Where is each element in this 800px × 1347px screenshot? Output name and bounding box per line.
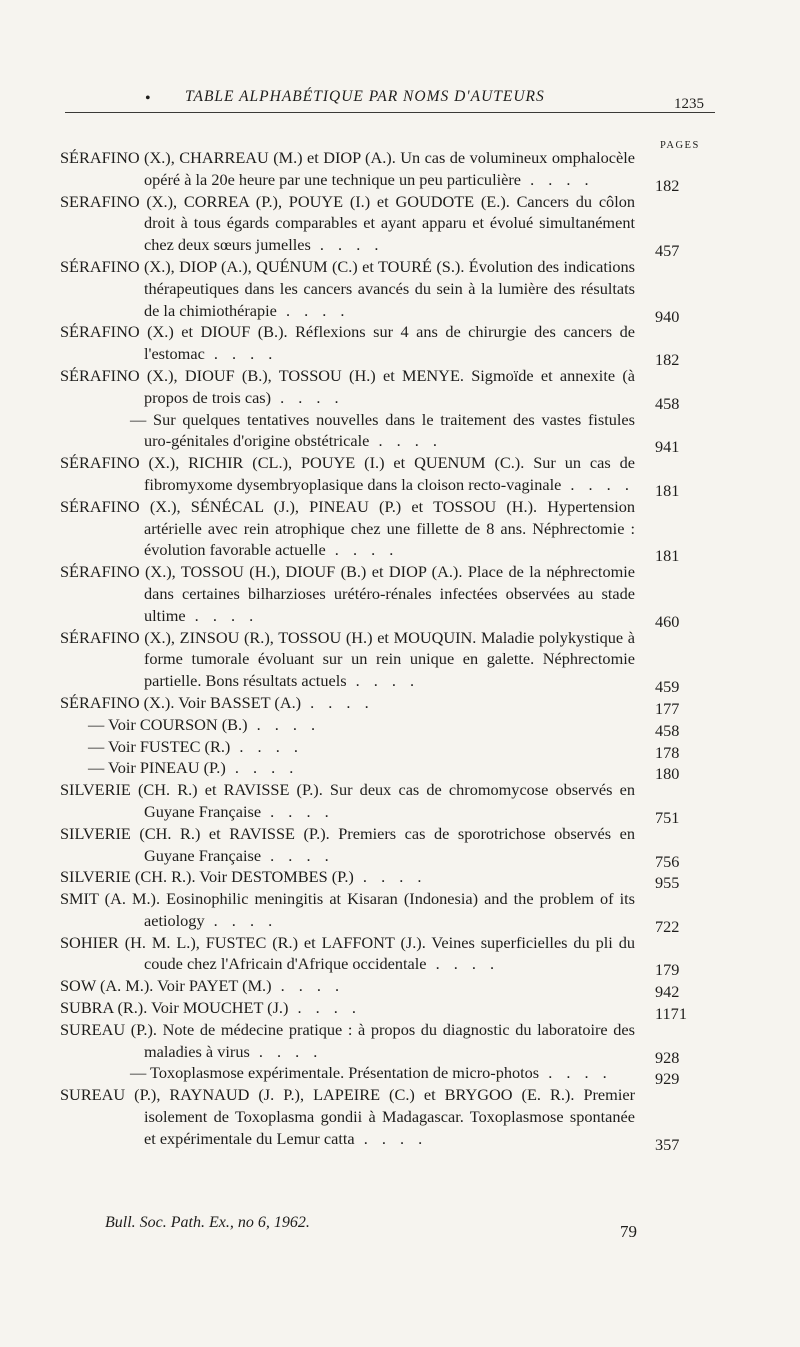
entry-page: 182	[655, 350, 680, 370]
entry-text: SERAFINO (X.), CORREA (P.), POUYE (I.) et GOUDOTE (E.). Cancers du côlon droit à tous égards comparables et ayant apparu et évolué simultanément chez deux sœurs jumelles	[60, 191, 635, 255]
leader-dots: . . . .	[276, 300, 350, 320]
entry-text: — Voir PINEAU (P.)	[88, 758, 226, 778]
entry-text: SÉRAFINO (X.), TOSSOU (H.), DIOUF (B.) et DIOP (A.). Place de la néphrectomie dans certaines bilharzioses urétéro-rénales infectées observées au stade ultime	[60, 562, 635, 625]
entry-text: SÉRAFINO (X.), DIOP (A.), QUÉNUM (C.) et TOURÉ (S.). Évolution des indications thérapeutiques dans les cancers avancés du sein à la lumière des résultats de la chimiothérapie	[60, 256, 635, 320]
index-entry	[60, 365, 715, 413]
leader-dots: . . . .	[325, 540, 399, 560]
leader-dots: . . . .	[310, 235, 384, 255]
index-entry	[60, 627, 715, 697]
leader-dots: . . . .	[354, 1128, 428, 1148]
leader-dots: . . . .	[249, 1041, 323, 1061]
leader-dots: . . . .	[261, 801, 334, 821]
leader-dots: . . . .	[353, 867, 427, 887]
leader-dots: . . . .	[225, 758, 299, 778]
journal-citation: Bull. Soc. Path. Ex., no 6, 1962.	[105, 1214, 310, 1231]
entry-page: 177	[655, 698, 680, 718]
index-entry	[60, 757, 715, 784]
index-entry	[60, 321, 715, 370]
entry-page: 942	[655, 982, 680, 1002]
leader-dots: . . . .	[204, 910, 278, 930]
entry-page: 459	[655, 677, 680, 697]
entry-page: 181	[655, 480, 680, 500]
entry-page: 756	[655, 851, 680, 871]
author-index-list	[60, 147, 715, 1154]
entry-text: SÉRAFINO (X.), CHARREAU (M.) et DIOP (A.). Un cas de volumineux omphalocèle opéré à la 20e heure par une technique un peu particulière	[60, 148, 635, 189]
index-entry	[60, 975, 715, 1002]
sheet-number: 79	[620, 1222, 637, 1241]
pages-column-label: PAGES	[660, 140, 700, 151]
index-entry	[60, 866, 715, 893]
entry-page: 458	[655, 393, 680, 413]
index-entry	[60, 997, 715, 1024]
entry-text: — Sur quelques tentatives nouvelles dans le traitement des vastes fistules uro-génitales d'origine obstétricale	[130, 409, 635, 451]
entry-text: SÉRAFINO (X.), ZINSOU (R.), TOSSOU (H.) et MOUQUIN. Maladie polykystique à forme tumorale évoluant sur un rein unique en galette. Néphrectomie partielle. Bons résultats actuels	[60, 627, 635, 691]
leader-dots: . . . .	[288, 998, 361, 1018]
index-entry	[60, 823, 715, 871]
index-entry	[60, 561, 715, 631]
leader-dots: . . . .	[261, 845, 334, 865]
entry-page: 178	[655, 742, 680, 762]
running-header	[60, 84, 710, 124]
entry-text: SÉRAFINO (X.) et DIOUF (B.). Réflexions sur 4 ans de chirurgie des cancers de l'estomac	[60, 322, 635, 364]
entry-page: 941	[655, 437, 680, 457]
index-entry	[60, 409, 715, 457]
entry-text: SILVERIE (CH. R.). Voir DESTOMBES (P.)	[60, 867, 354, 887]
index-entry	[60, 147, 715, 195]
leader-dots: . . . .	[230, 736, 303, 756]
index-entry	[60, 1019, 715, 1067]
entry-text: SILVERIE (CH. R.) et RAVISSE (P.). Sur deux cas de chromomycose observés en Guyane Française	[60, 780, 635, 821]
index-entry	[60, 191, 715, 261]
index-entry	[60, 692, 715, 718]
entry-page: 940	[655, 306, 680, 326]
running-title: TABLE ALPHABÉTIQUE PAR NOMS D'AUTEURS	[185, 88, 545, 105]
leader-dots: . . . .	[521, 169, 594, 189]
entry-page: 179	[655, 960, 680, 980]
entry-page: 751	[655, 807, 680, 827]
page-number: 1235	[674, 96, 704, 112]
index-entry	[60, 1062, 715, 1089]
entry-text: SUREAU (P.). Note de médecine pratique : à propos du diagnostic du laboratoire des maladies à virus	[60, 1019, 635, 1061]
leader-dots: . . . .	[247, 714, 321, 734]
index-entry	[60, 452, 715, 500]
leader-dots: . . . .	[204, 344, 278, 364]
entry-text: SÉRAFINO (X.), DIOUF (B.), TOSSOU (H.) et MENYE. Sigmoïde et annexite (à propos de trois cas)	[60, 365, 635, 407]
entry-page: 722	[655, 916, 680, 936]
leader-dots: . . . .	[426, 954, 500, 974]
leader-dots: . . . .	[301, 692, 374, 712]
entry-text: SÉRAFINO (X.), RICHIR (CL.), POUYE (I.) et QUENUM (C.). Sur un cas de fibromyxome dysembryoplasique dans la cloison recto-vaginale	[60, 453, 635, 494]
entry-page: 955	[655, 873, 680, 893]
header-rule	[65, 112, 715, 113]
entry-text: SÉRAFINO (X.). Voir BASSET (A.)	[60, 692, 302, 712]
entry-page: 457	[655, 241, 680, 261]
leader-dots: . . . .	[539, 1063, 612, 1083]
entry-page: 929	[655, 1069, 680, 1089]
entry-text: SUREAU (P.), RAYNAUD (J. P.), LAPEIRE (C.) et BRYGOO (E. R.). Premier isolement de Toxoplasma gondii à Madagascar. Toxoplasmose spontanée et expérimentale du Lemur catta	[60, 1085, 635, 1148]
leader-dots: . . . .	[271, 387, 344, 407]
entry-text: — Voir COURSON (B.)	[88, 714, 248, 734]
leader-dots: . . . .	[561, 474, 634, 494]
leader-dots: . . . .	[346, 671, 420, 691]
entry-page: 180	[655, 764, 680, 784]
entry-text: SOHIER (H. M. L.), FUSTEC (R.) et LAFFONT (J.). Veines superficielles du pli du coude chez l'Africain d'Afrique occidentale	[60, 932, 635, 974]
entry-text: SMIT (A. M.). Eosinophilic meningitis at Kisaran (Indonesia) and the problem of its aetiology	[60, 889, 635, 930]
leader-dots: . . . .	[271, 976, 345, 996]
entry-page: 928	[655, 1047, 680, 1067]
index-entry	[60, 1084, 715, 1154]
index-entry	[60, 888, 715, 936]
entry-text: SILVERIE (CH. R.) et RAVISSE (P.). Premiers cas de sporotrichose observés en Guyane Française	[60, 823, 635, 865]
header-bullet: •	[145, 90, 151, 107]
index-entry	[60, 736, 715, 762]
entry-page: 181	[655, 546, 680, 566]
entry-page: 357	[655, 1134, 680, 1154]
entry-text: — Toxoplasmose expérimentale. Présentation de micro-photos	[130, 1063, 540, 1083]
index-entry	[60, 932, 715, 980]
index-entry	[60, 714, 715, 740]
entry-page: 182	[655, 175, 680, 195]
leader-dots: . . . .	[185, 605, 259, 625]
index-entry	[60, 496, 715, 566]
entry-page: 458	[655, 720, 680, 740]
entry-page: 1171	[655, 1004, 687, 1024]
entry-text: — Voir FUSTEC (R.)	[88, 736, 231, 756]
entry-text: SUBRA (R.). Voir MOUCHET (J.)	[60, 998, 289, 1018]
entry-page: 460	[655, 611, 680, 631]
leader-dots: . . . .	[369, 431, 442, 451]
entry-text: SÉRAFINO (X.), SÉNÉCAL (J.), PINEAU (P.) et TOSSOU (H.). Hypertension artérielle avec rein atrophique chez une fillette de 8 ans. Néphrectomie : évolution favorable actuelle	[60, 496, 635, 560]
entry-text: SOW (A. M.). Voir PAYET (M.)	[60, 976, 272, 996]
index-entry	[60, 256, 715, 326]
index-entry	[60, 779, 715, 827]
